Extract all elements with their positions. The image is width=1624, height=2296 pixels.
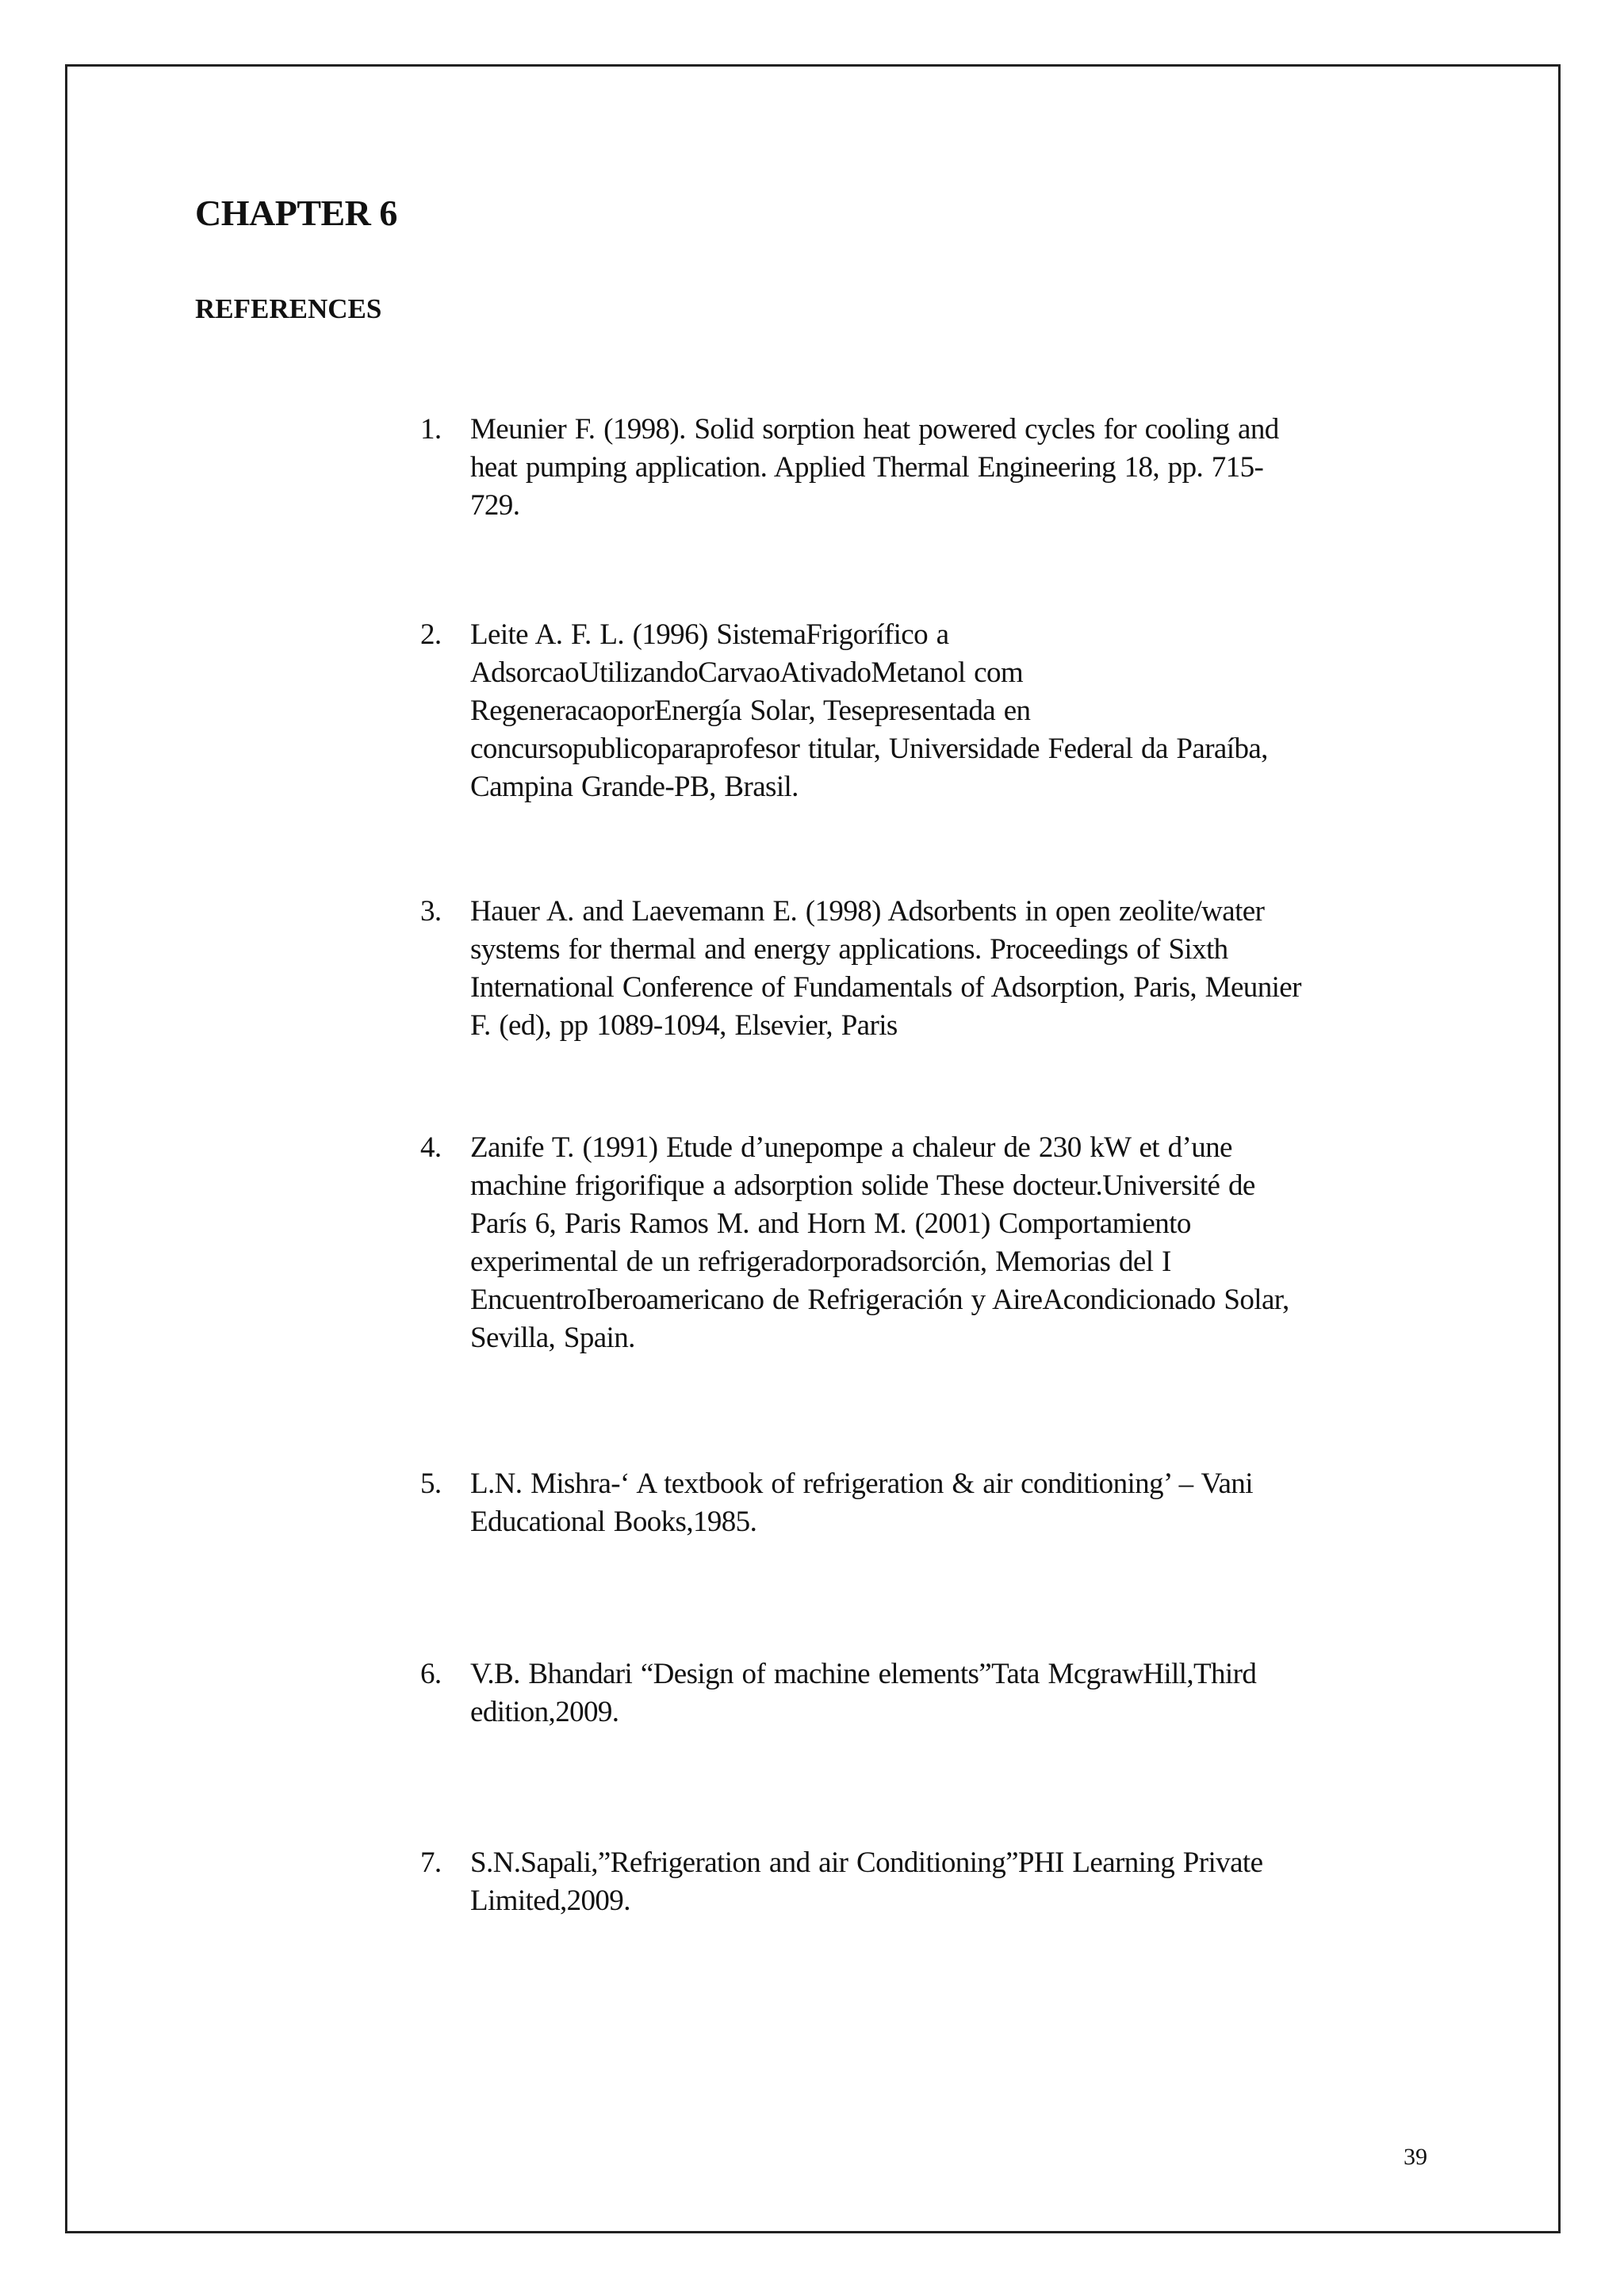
reference-number: 3. [420, 895, 442, 928]
reference-item [420, 1465, 1435, 1541]
page-number: 39 [1404, 2144, 1427, 2170]
reference-line: systems for thermal and energy applications. Proceedings of Sixth [470, 933, 1228, 966]
reference-line: Campina Grande-PB, Brasil. [470, 771, 799, 803]
reference-line: RegeneracaoporEnergía Solar, Tesepresentada en [470, 695, 1031, 727]
reference-line: heat pumping application. Applied Thermal Engineering 18, pp. 715- [470, 451, 1264, 484]
reference-item [420, 1655, 1435, 1732]
reference-line: V.B. Bhandari “Design of machine elements”Tata McgrawHill,Third [470, 1658, 1257, 1690]
reference-number: 7. [420, 1846, 442, 1879]
reference-line: Leite A. F. L. (1996) SistemaFrigorífico a [470, 618, 949, 651]
reference-line: edition,2009. [470, 1696, 619, 1728]
reference-number: 4. [420, 1131, 442, 1164]
reference-line: experimental de un refrigeradorporadsorción, Memorias del I [470, 1246, 1171, 1278]
reference-line: machine frigorifique a adsorption solide These docteur.Université de [470, 1169, 1255, 1202]
reference-line: concursopublicoparaprofesor titular, Universidade Federal da Paraíba, [470, 733, 1268, 765]
reference-line: EncuentroIberoamericano de Refrigeración y AireAcondicionado Solar, [470, 1284, 1289, 1316]
reference-line: Educational Books,1985. [470, 1506, 757, 1538]
reference-line: Sevilla, Spain. [470, 1322, 635, 1354]
reference-item [420, 616, 1435, 806]
reference-line: París 6, Paris Ramos M. and Horn M. (2001) Comportamiento [470, 1207, 1191, 1240]
chapter-title: CHAPTER 6 [195, 193, 397, 233]
reference-line: 729. [470, 489, 520, 522]
reference-line: F. (ed), pp 1089-1094, Elsevier, Paris [470, 1009, 898, 1042]
reference-line: Limited,2009. [470, 1885, 630, 1917]
reference-line: AdsorcaoUtilizandoCarvaoAtivadoMetanol com [470, 656, 1024, 689]
reference-number: 1. [420, 413, 442, 446]
reference-number: 2. [420, 618, 442, 651]
reference-line: International Conference of Fundamentals of Adsorption, Paris, Meunier [470, 971, 1301, 1004]
reference-number: 5. [420, 1468, 442, 1500]
reference-number: 6. [420, 1658, 442, 1690]
reference-line: Meunier F. (1998). Solid sorption heat powered cycles for cooling and [470, 413, 1279, 446]
reference-line: Zanife T. (1991) Etude d’unepompe a chaleur de 230 kW et d’une [470, 1131, 1232, 1164]
reference-item [420, 893, 1435, 1045]
reference-line: L.N. Mishra-‘ A textbook of refrigeration & air conditioning’ – Vani [470, 1468, 1253, 1500]
reference-line: Hauer A. and Laevemann E. (1998) Adsorbents in open zeolite/water [470, 895, 1265, 928]
section-title: REFERENCES [195, 293, 382, 324]
reference-item [420, 1844, 1435, 1920]
reference-line: S.N.Sapali,”Refrigeration and air Conditioning”PHI Learning Private [470, 1846, 1263, 1879]
reference-item [420, 411, 1435, 525]
reference-item [420, 1129, 1435, 1357]
